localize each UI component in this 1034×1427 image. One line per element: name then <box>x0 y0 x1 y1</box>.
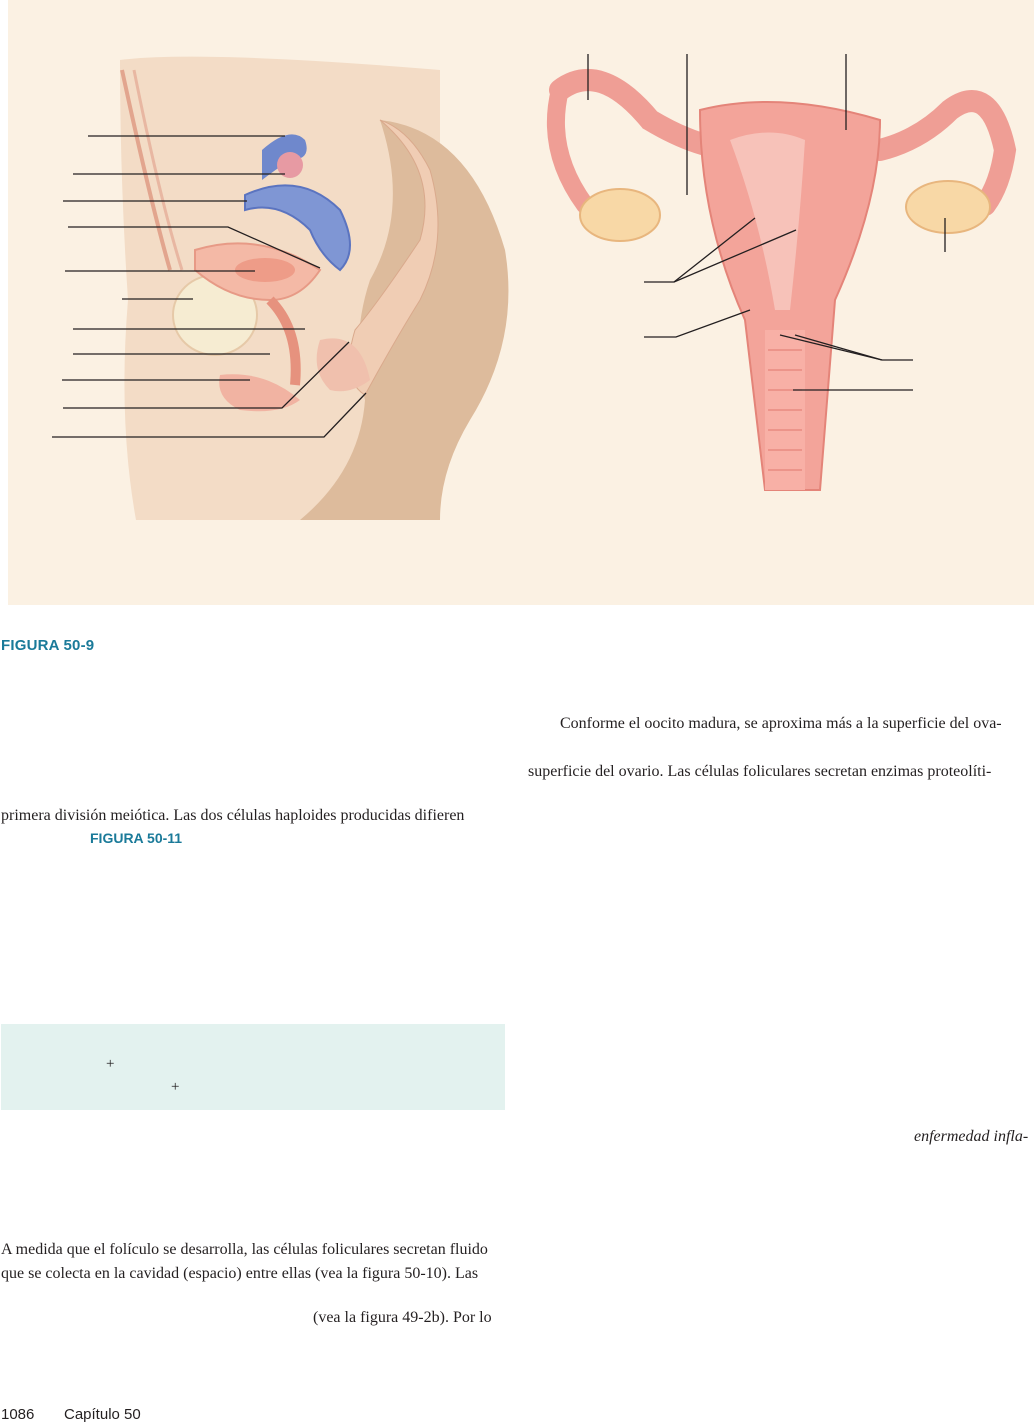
anatomy-illustration <box>0 0 1034 605</box>
sagittal-section <box>120 57 508 520</box>
box-symbol-2: + <box>171 1079 180 1095</box>
right-text-line-1: Conforme el oocito madura, se aproxima más a la superficie del ova- <box>560 715 1002 732</box>
chapter-label: Capítulo 50 <box>64 1406 141 1423</box>
left-text-line-4: (vea la figura 49-2b). Por lo <box>313 1309 492 1326</box>
right-text-line-3: enfermedad infla- <box>914 1128 1029 1145</box>
box-symbol-1: + <box>106 1056 115 1072</box>
frontal-uterus <box>556 80 1005 490</box>
highlight-box <box>1 1024 505 1110</box>
left-text-line-2: A medida que el folículo se desarrolla, las células foliculares secretan fluido <box>1 1241 488 1258</box>
left-text-line-3: que se colecta en la cavidad (espacio) entre ellas (vea la figura 50-10). Las <box>1 1265 479 1282</box>
figure-caption-label: FIGURA 50-9 <box>1 637 95 654</box>
right-text-line-2: superficie del ovario. Las células foliculares secretan enzimas proteolíti- <box>528 763 992 780</box>
figure-reference[interactable]: FIGURA 50-11 <box>90 830 183 846</box>
left-text-line-1: primera división meiótica. Las dos células haploides producidas difieren <box>1 807 465 824</box>
page-number: 1086 <box>1 1406 35 1423</box>
